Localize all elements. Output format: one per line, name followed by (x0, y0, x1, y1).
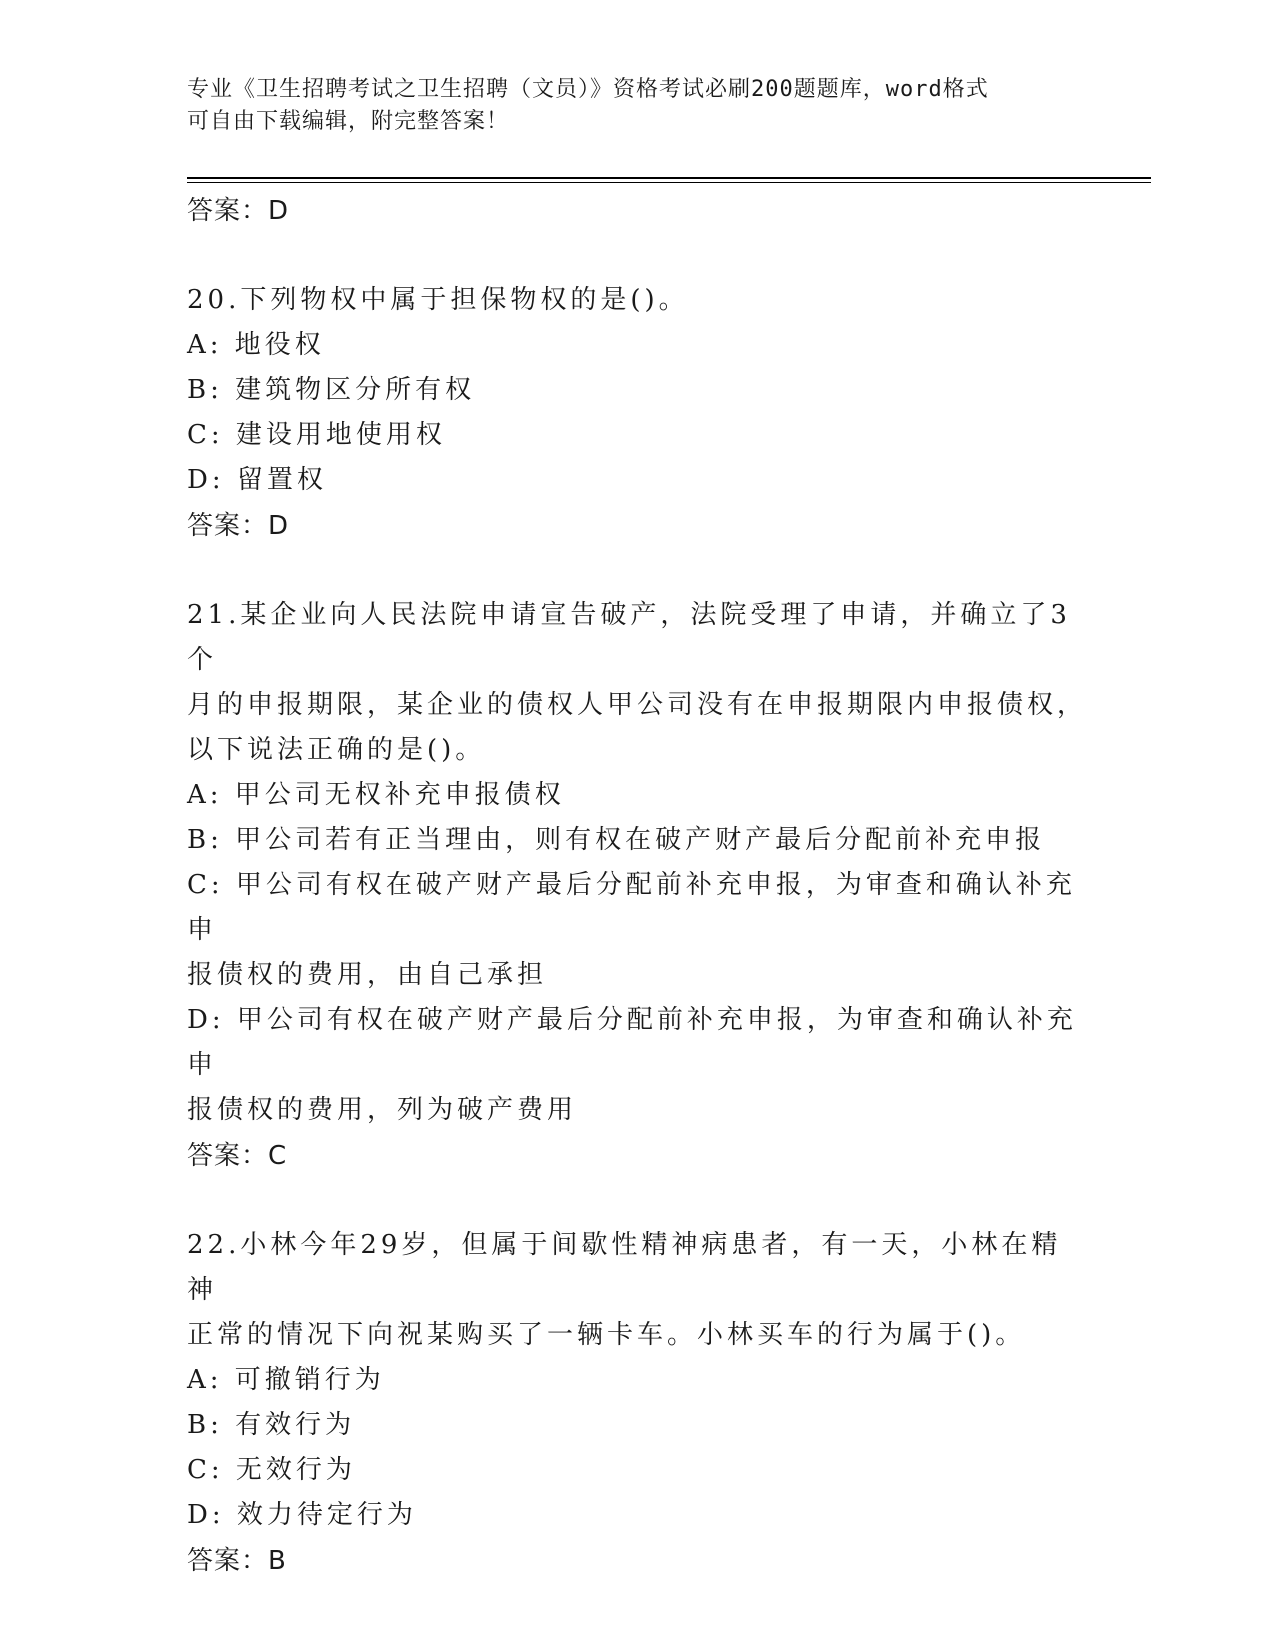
option-d: D: 甲公司有权在破产财产最后分配前补充申报，为审查和确认补充申 (187, 1005, 1077, 1080)
option-a: A: 甲公司无权补充申报债权 (187, 780, 565, 810)
question-20 (187, 278, 1087, 549)
question-stem-line: 月的申报期限，某企业的债权人甲公司没有在申报期限内申报债权， (187, 690, 1088, 720)
option-d-continued: 报债权的费用，列为破产费用 (187, 1095, 578, 1125)
option-c-continued: 报债权的费用，由自己承担 (187, 960, 548, 990)
document-header (187, 74, 1087, 138)
question-22 (187, 1223, 1087, 1584)
answer-20: 答案：D (187, 511, 290, 541)
header-rule-thick (187, 177, 1151, 179)
header-line-1: 专业《卫生招聘考试之卫生招聘（文员）》资格考试必刷200题题库，word格式 (187, 77, 989, 102)
option-c: C: 建设用地使用权 (187, 420, 446, 450)
question-stem-line: 以下说法正确的是()。 (187, 735, 486, 765)
option-a: A: 地役权 (187, 330, 325, 360)
option-c: C: 甲公司有权在破产财产最后分配前补充申报，为审查和确认补充申 (187, 870, 1076, 945)
option-c: C: 无效行为 (187, 1455, 356, 1485)
question-21 (187, 593, 1087, 1179)
header-rule-thin (187, 182, 1151, 183)
option-b: B: 建筑物区分所有权 (187, 375, 476, 405)
option-a: A: 可撤销行为 (187, 1365, 385, 1395)
question-stem-line: 20.下列物权中属于担保物权的是()。 (187, 285, 689, 315)
document-body (187, 188, 1087, 1584)
answer-21: 答案：C (187, 1141, 288, 1171)
option-d: D: 效力待定行为 (187, 1500, 417, 1530)
option-b: B: 甲公司若有正当理由，则有权在破产财产最后分配前补充申报 (187, 825, 1046, 855)
question-stem-line: 22.小林今年29岁，但属于间歇性精神病患者，有一天，小林在精神 (187, 1230, 1062, 1305)
question-stem-line: 21.某企业向人民法院申请宣告破产，法院受理了申请，并确立了3个 (187, 600, 1071, 675)
option-d: D: 留置权 (187, 465, 327, 495)
question-stem-line: 正常的情况下向祝某购买了一辆卡车。小林买车的行为属于()。 (187, 1320, 1026, 1350)
header-line-2: 可自由下载编辑，附完整答案！ (187, 109, 510, 134)
option-b: B: 有效行为 (187, 1410, 356, 1440)
answer-22: 答案：B (187, 1546, 287, 1576)
previous-answer: 答案：D (187, 196, 290, 226)
